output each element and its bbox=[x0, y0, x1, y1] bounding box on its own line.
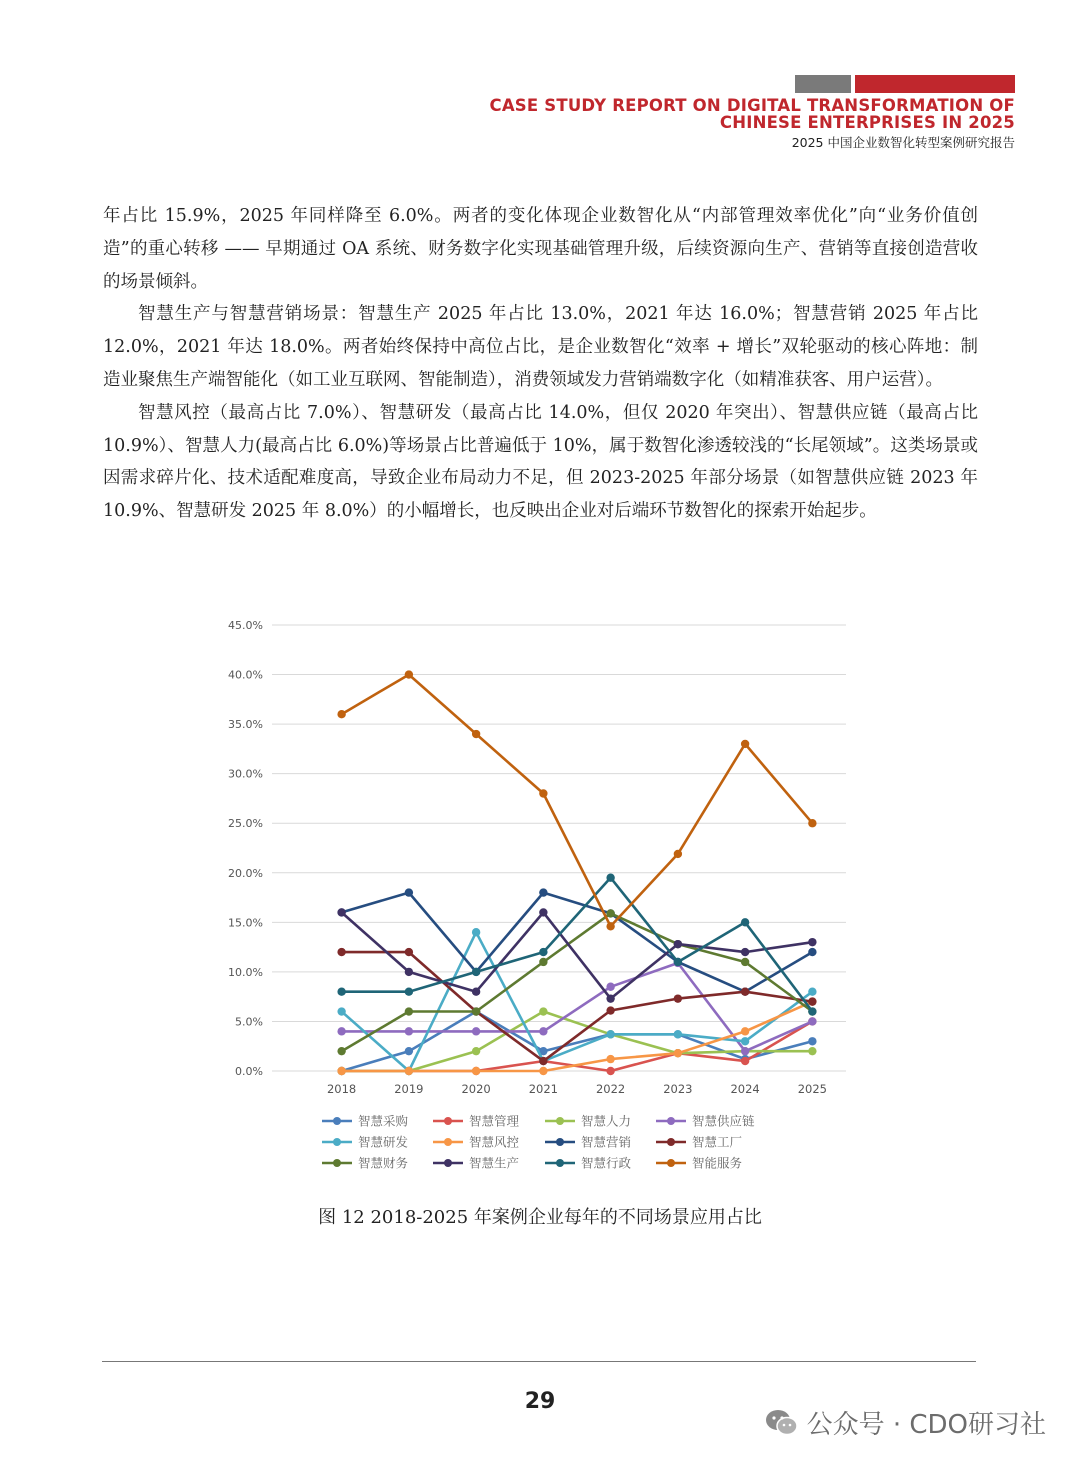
y-tick-label: 20.0% bbox=[228, 866, 263, 880]
data-point bbox=[808, 1047, 816, 1055]
y-tick-label: 25.0% bbox=[228, 817, 263, 831]
y-tick-label: 10.0% bbox=[228, 965, 263, 979]
legend-label: 智慧生产 bbox=[469, 1155, 520, 1171]
legend-label: 智慧营销 bbox=[581, 1134, 632, 1150]
wechat-icon bbox=[765, 1408, 799, 1438]
y-tick-label: 15.0% bbox=[228, 916, 263, 930]
header-bar-red bbox=[855, 75, 1015, 93]
x-tick-label: 2019 bbox=[394, 1082, 424, 1096]
data-point bbox=[808, 1037, 816, 1045]
data-point bbox=[405, 988, 413, 996]
data-point bbox=[337, 710, 345, 718]
legend-label: 智慧风控 bbox=[469, 1134, 520, 1150]
data-point bbox=[741, 948, 749, 956]
report-subtitle: 2025 中国企业数智化转型案例研究报告 bbox=[791, 135, 1015, 150]
legend-marker bbox=[444, 1117, 452, 1125]
data-point bbox=[808, 948, 816, 956]
data-point bbox=[674, 994, 682, 1002]
legend-marker bbox=[667, 1159, 675, 1167]
data-point bbox=[539, 958, 547, 966]
data-point bbox=[539, 1057, 547, 1065]
x-tick-label: 2020 bbox=[461, 1082, 491, 1096]
page-number: 29 bbox=[524, 1389, 556, 1414]
data-point bbox=[539, 888, 547, 896]
legend-label: 智慧财务 bbox=[358, 1155, 409, 1171]
data-point bbox=[539, 908, 547, 916]
data-point bbox=[337, 908, 345, 916]
body-text bbox=[103, 200, 978, 528]
x-tick-label: 2023 bbox=[663, 1082, 693, 1096]
data-point bbox=[741, 958, 749, 966]
x-tick-label: 2018 bbox=[326, 1082, 357, 1096]
data-point bbox=[606, 1006, 614, 1014]
legend-label: 智慧供应链 bbox=[692, 1113, 755, 1129]
legend-marker bbox=[444, 1138, 452, 1146]
legend-marker bbox=[556, 1117, 564, 1125]
legend-label: 智慧管理 bbox=[469, 1113, 520, 1129]
data-point bbox=[539, 789, 547, 797]
data-point bbox=[606, 922, 614, 930]
legend-marker bbox=[667, 1138, 675, 1146]
legend-marker bbox=[333, 1159, 341, 1167]
y-tick-label: 0.0% bbox=[235, 1065, 263, 1078]
watermark bbox=[765, 1404, 1046, 1441]
data-point bbox=[808, 938, 816, 946]
data-point bbox=[674, 1030, 682, 1038]
data-point bbox=[539, 1027, 547, 1035]
data-point bbox=[539, 1007, 547, 1015]
legend-marker bbox=[556, 1159, 564, 1167]
data-point bbox=[808, 1017, 816, 1025]
paragraph-1: 年占比 15.9%，2025 年同样降至 6.0%。两者的变化体现企业数智化从“内部管理效率优化”向“业务价值创造”的重心转移 —— 早期通过 OA 系统、财务数字化实现基础管理升级，后续资源向生产、营销等直接创造营收的场景倾斜。 bbox=[103, 206, 978, 292]
x-tick-label: 2021 bbox=[528, 1082, 559, 1096]
data-point bbox=[741, 1057, 749, 1065]
legend-marker bbox=[667, 1117, 675, 1125]
data-point bbox=[741, 1027, 749, 1035]
legend-label: 智慧采购 bbox=[358, 1113, 409, 1129]
data-point bbox=[337, 1047, 345, 1055]
data-point bbox=[337, 1007, 345, 1015]
x-tick-label: 2022 bbox=[595, 1082, 626, 1096]
y-tick-label: 40.0% bbox=[228, 668, 263, 682]
data-point bbox=[337, 988, 345, 996]
report-title bbox=[490, 97, 1015, 131]
legend-label: 智慧工厂 bbox=[692, 1134, 743, 1150]
data-point bbox=[472, 730, 480, 738]
data-point bbox=[741, 988, 749, 996]
data-point bbox=[606, 983, 614, 991]
y-tick-label: 30.0% bbox=[228, 767, 263, 781]
report-title-line1: CASE STUDY REPORT ON DIGITAL TRANSFORMATION OF bbox=[489, 96, 1015, 115]
data-point bbox=[539, 948, 547, 956]
data-point bbox=[405, 1067, 413, 1075]
data-point bbox=[472, 928, 480, 936]
watermark-text: 公众号 · CDO研习社 bbox=[806, 1410, 1046, 1440]
header-bar-gray bbox=[795, 75, 851, 93]
data-point bbox=[606, 994, 614, 1002]
data-point bbox=[405, 670, 413, 678]
data-point bbox=[337, 948, 345, 956]
line-chart bbox=[215, 605, 865, 1185]
data-point bbox=[808, 1007, 816, 1015]
x-tick-label: 2025 bbox=[797, 1082, 828, 1096]
y-tick-label: 35.0% bbox=[228, 718, 263, 732]
data-point bbox=[472, 1027, 480, 1035]
data-point bbox=[741, 1037, 749, 1045]
data-point bbox=[674, 958, 682, 966]
legend-marker bbox=[556, 1138, 564, 1146]
data-point bbox=[405, 1047, 413, 1055]
data-point bbox=[674, 850, 682, 858]
data-point bbox=[337, 1067, 345, 1075]
data-point bbox=[606, 1030, 614, 1038]
data-point bbox=[741, 918, 749, 926]
data-point bbox=[472, 988, 480, 996]
data-point bbox=[808, 988, 816, 996]
legend-marker bbox=[333, 1117, 341, 1125]
data-point bbox=[606, 1067, 614, 1075]
data-point bbox=[808, 997, 816, 1005]
data-point bbox=[472, 1047, 480, 1055]
legend-label: 智慧人力 bbox=[581, 1113, 632, 1129]
data-point bbox=[472, 968, 480, 976]
y-tick-label: 5.0% bbox=[235, 1015, 263, 1029]
data-point bbox=[405, 888, 413, 896]
paragraph-2: 智慧生产与智慧营销场景：智慧生产 2025 年占比 13.0%，2021 年达 16.0%；智慧营销 2025 年占比 12.0%，2021 年达 18.0%。两者始终保持中高位占比，是企业数智化“效率 + 增长”双轮驱动的核心阵地：制造业聚焦生产端智能化（如工业互联网、智能制造），消费领域发力营销端数字化（如精准获客、用户运营）。 bbox=[103, 304, 978, 390]
footer-rule bbox=[102, 1361, 976, 1362]
data-point bbox=[472, 1067, 480, 1075]
y-tick-label: 45.0% bbox=[228, 619, 263, 632]
data-point bbox=[606, 1055, 614, 1063]
data-point bbox=[808, 819, 816, 827]
figure-caption: 图 12 2018-2025 年案例企业每年的不同场景应用占比 bbox=[318, 1207, 762, 1228]
paragraph-3: 智慧风控（最高占比 7.0%）、智慧研发（最高占比 14.0%，但仅 2020 年突出）、智慧供应链（最高占比 10.9%）、智慧人力(最高占比 6.0%)等场景占比普遍低于 10%，属于数智化渗透较浅的“长尾领域”。这类场景或因需求碎片化、技术适配难度高，导致企业布局动力不足，但 2023-2025 年部分场景（如智慧供应链 2023 年 10.9%、智慧研发 2025 年 8.0%）的小幅增长，也反映出企业对后端环节数智化的探索开始起步。 bbox=[103, 402, 978, 522]
legend-label: 智能服务 bbox=[692, 1155, 743, 1171]
data-point bbox=[472, 1007, 480, 1015]
x-tick-label: 2024 bbox=[730, 1082, 760, 1096]
data-point bbox=[674, 1049, 682, 1057]
data-point bbox=[337, 1027, 345, 1035]
series-line bbox=[342, 893, 813, 992]
legend-marker bbox=[444, 1159, 452, 1167]
legend-marker bbox=[333, 1138, 341, 1146]
data-point bbox=[405, 968, 413, 976]
legend-label: 智慧行政 bbox=[581, 1155, 632, 1171]
series-line bbox=[342, 675, 813, 927]
report-title-line2: CHINESE ENTERPRISES IN 2025 bbox=[719, 113, 1015, 132]
data-point bbox=[606, 874, 614, 882]
data-point bbox=[405, 948, 413, 956]
data-point bbox=[674, 940, 682, 948]
data-point bbox=[405, 1027, 413, 1035]
data-point bbox=[405, 1007, 413, 1015]
data-point bbox=[741, 740, 749, 748]
data-point bbox=[741, 1047, 749, 1055]
legend-label: 智慧研发 bbox=[358, 1134, 409, 1150]
data-point bbox=[539, 1067, 547, 1075]
data-point bbox=[606, 909, 614, 917]
series-line bbox=[342, 963, 813, 1051]
